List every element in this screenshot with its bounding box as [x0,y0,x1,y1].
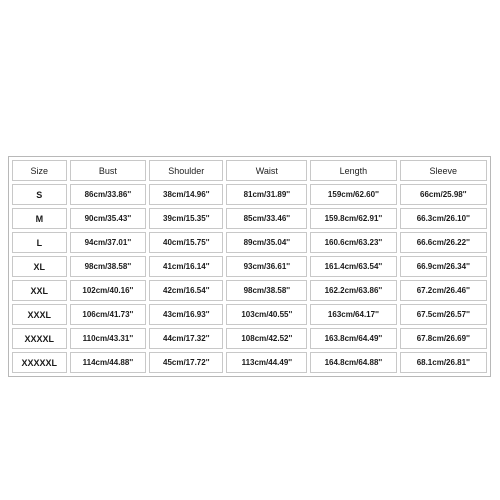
bust-cell: 90cm/35.43'' [70,208,146,229]
header-shoulder: Shoulder [149,160,223,181]
table-row [12,304,487,325]
header-waist: Waist [226,160,307,181]
waist-cell: 113cm/44.49'' [226,352,307,373]
size-chart-table [8,156,491,377]
table-row [12,232,487,253]
length-cell: 161.4cm/63.54'' [310,256,396,277]
waist-cell: 103cm/40.55'' [226,304,307,325]
sleeve-cell: 67.8cm/26.69'' [400,328,487,349]
header-size: Size [12,160,67,181]
waist-cell: 89cm/35.04'' [226,232,307,253]
table-row [12,256,487,277]
waist-cell: 108cm/42.52'' [226,328,307,349]
waist-cell: 81cm/31.89'' [226,184,307,205]
sleeve-cell: 66cm/25.98'' [400,184,487,205]
sleeve-cell: 66.3cm/26.10'' [400,208,487,229]
sleeve-cell: 68.1cm/26.81'' [400,352,487,373]
size-cell: M [12,208,67,229]
table-row [12,184,487,205]
length-cell: 160.6cm/63.23'' [310,232,396,253]
bust-cell: 98cm/38.58'' [70,256,146,277]
table-row [12,352,487,373]
size-cell: XXXXXL [12,352,67,373]
header-sleeve: Sleeve [400,160,487,181]
header-bust: Bust [70,160,146,181]
shoulder-cell: 45cm/17.72'' [149,352,223,373]
bust-cell: 114cm/44.88'' [70,352,146,373]
bust-cell: 106cm/41.73'' [70,304,146,325]
length-cell: 163.8cm/64.49'' [310,328,396,349]
table-row [12,280,487,301]
bust-cell: 102cm/40.16'' [70,280,146,301]
size-cell: L [12,232,67,253]
shoulder-cell: 42cm/16.54'' [149,280,223,301]
size-cell: XXXXL [12,328,67,349]
size-cell: XL [12,256,67,277]
size-cell: XXL [12,280,67,301]
waist-cell: 85cm/33.46'' [226,208,307,229]
shoulder-cell: 43cm/16.93'' [149,304,223,325]
shoulder-cell: 38cm/14.96'' [149,184,223,205]
length-cell: 159cm/62.60'' [310,184,396,205]
waist-cell: 93cm/36.61'' [226,256,307,277]
length-cell: 162.2cm/63.86'' [310,280,396,301]
length-cell: 159.8cm/62.91'' [310,208,396,229]
header-row [12,160,487,181]
sleeve-cell: 66.6cm/26.22'' [400,232,487,253]
shoulder-cell: 41cm/16.14'' [149,256,223,277]
table-row [12,208,487,229]
shoulder-cell: 44cm/17.32'' [149,328,223,349]
sleeve-cell: 67.2cm/26.46'' [400,280,487,301]
header-length: Length [310,160,396,181]
shoulder-cell: 39cm/15.35'' [149,208,223,229]
bust-cell: 94cm/37.01'' [70,232,146,253]
bust-cell: 110cm/43.31'' [70,328,146,349]
bust-cell: 86cm/33.86'' [70,184,146,205]
length-cell: 163cm/64.17'' [310,304,396,325]
shoulder-cell: 40cm/15.75'' [149,232,223,253]
length-cell: 164.8cm/64.88'' [310,352,396,373]
table-row [12,328,487,349]
sleeve-cell: 67.5cm/26.57'' [400,304,487,325]
sleeve-cell: 66.9cm/26.34'' [400,256,487,277]
size-cell: S [12,184,67,205]
size-cell: XXXL [12,304,67,325]
waist-cell: 98cm/38.58'' [226,280,307,301]
